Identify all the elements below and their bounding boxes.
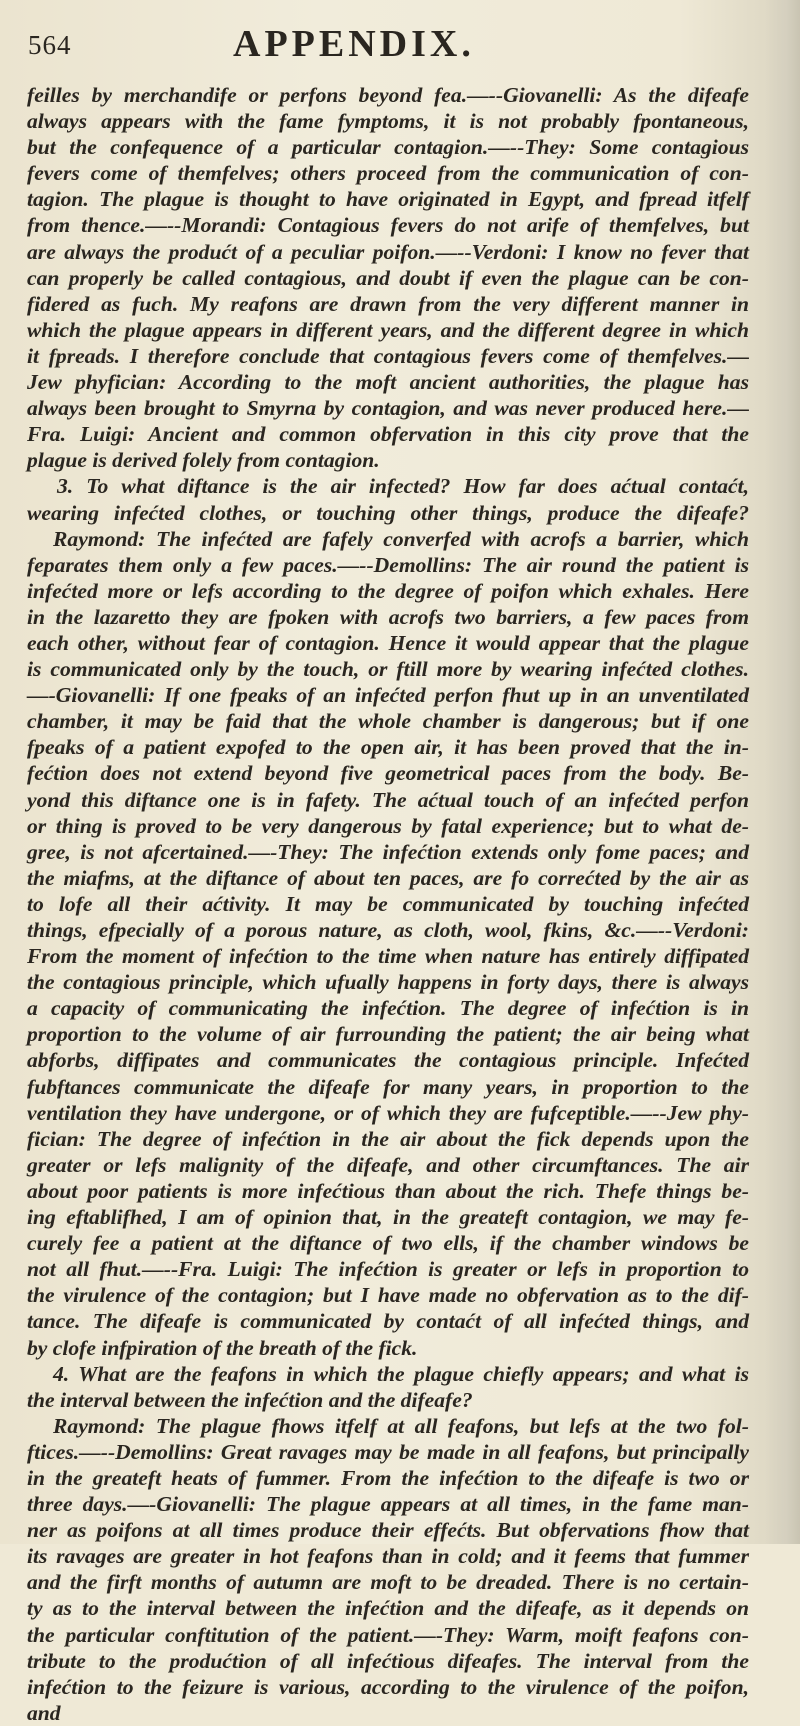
text-line: tribute to the produćtion of all infećtious difeafes. The interval from the [27,1648,749,1673]
text-line: From the moment of infećtion to the time when nature has entirely diffipated [27,944,749,969]
running-head: APPENDIX. [233,23,475,65]
text-line: in the lazaretto they are fpoken with acrofs two barriers, a few paces from [27,604,749,629]
text-line: fećtion does not extend beyond five geometrical paces from the body. Be- [27,761,749,786]
text-line: 3. To what diftance is the air infected? How far does aćtual contaćt, [57,474,749,499]
text-line: can properly be called contagious, and doubt if even the plague can be con- [27,265,749,290]
text-line: proportion to the volume of air furrounding the patient; the air being what [27,1022,749,1047]
text-line: Jew phyfician: According to the moft ancient authorities, the plague has [27,370,749,395]
text-line: always been brought to Smyrna by contagion, and was never produced here.— [27,396,749,421]
text-line: tance. The difeafe is communicated by contaćt of all infećted things, and [27,1309,749,1334]
text-line: fevers come of themfelves; others proceed from the communication of con- [27,161,749,186]
text-line: ftices.—--Demollins: Great ravages may be made in all feafons, but principally [27,1439,749,1464]
text-line: ing eftablifhed, I am of opinion that, in the greateft contagion, we may fe- [27,1205,749,1230]
text-line: it fpreads. I therefore conclude that contagious fevers come of themfelves.— [27,343,749,368]
text-line: Raymond: The plague fhows itfelf at all feafons, but lefs at the two fol- [53,1413,749,1438]
text-line: —-Giovanelli: If one fpeaks of an infećted perfon fhut up in an unventilated [27,683,749,708]
body-text [27,82,749,1726]
text-line: ventilation they have undergone, or of which they are fufceptible.—--Jew phy- [27,1100,749,1125]
text-line: plague is derived folely from contagion. [27,448,380,473]
text-line: but the confequence of a particular contagion.—--They: Some contagious [27,135,749,160]
text-line: the contagious principle, which ufually happens in forty days, there is always [27,970,749,995]
text-line: the virulence of the contagion; but I have made no obfervation as to the dif- [27,1283,749,1308]
text-line: fidered as fuch. My reafons are drawn from the very different manner in [27,291,749,316]
text-line: and the firft months of autumn are moft to be dreaded. There is no certain- [27,1570,749,1595]
text-line: its ravages are greater in hot feafons than in cold; and it feems that fummer [27,1544,749,1569]
text-line: abforbs, diffipates and communicates the contagious principle. Infećted [27,1048,749,1073]
text-line: Fra. Luigi: Ancient and common obfervation in this city prove that the [27,422,749,447]
text-line: in the greateft heats of fummer. From the infećtion to the difeafe is two or [27,1465,749,1490]
text-line: each other, without fear of contagion. Hence it would appear that the plague [27,630,749,655]
text-line: 4. What are the feafons in which the plague chiefly appears; and what is [53,1361,749,1386]
text-line: fpeaks of a patient expofed to the open air, it has been proved that the in- [27,735,749,760]
text-line: chamber, it may be faid that the whole chamber is dangerous; but if one [27,709,749,734]
text-line: feparates them only a few paces.—--Demollins: The air round the patient is [27,552,749,577]
text-line: from thence.—--Morandi: Contagious fevers do not arife of themfelves, but [27,213,749,238]
text-line: or thing is proved to be very dangerous by fatal experience; but to what de- [27,813,749,838]
text-line: the particular conftitution of the patient.—-They: Warm, moift feafons con- [27,1622,749,1647]
text-line: which the plague appears in different years, and the different degree in which [27,317,749,342]
text-line: not all fhut.—--Fra. Luigi: The infećtion is greater or lefs in proportion to [27,1257,749,1282]
text-line: Raymond: The infećted are fafely converfed with acrofs a barrier, which [53,526,749,551]
text-line: infećted more or lefs according to the degree of poifon which exhales. Here [27,578,749,603]
text-line: always appears with the fame fymptoms, it is not probably fpontaneous, [27,109,749,134]
text-line: ner as poifons at all times produce their effećts. But obfervations fhow that [27,1518,749,1543]
text-line: infećtion to the feizure is various, according to the virulence of the poifon, [27,1674,749,1699]
text-line: the interval between the infećtion and the difeafe? [27,1387,473,1412]
page-number: 564 [28,30,72,60]
text-line: and [27,1700,61,1725]
text-line: wearing infećted clothes, or touching other things, produce the difeafe? [27,500,749,525]
text-line: ty as to the interval between the infećtion and the difeafe, as it depends on [27,1596,749,1621]
text-line: the miafms, at the diftance of about ten paces, are fo correćted by the air as [27,865,749,890]
text-line: is communicated only by the touch, or ftill more by wearing infećted clothes. [27,657,749,682]
text-line: tagion. The plague is thought to have originated in Egypt, and fpread itfelf [27,187,749,212]
text-line: are always the produćt of a peculiar poifon.—--Verdoni: I know no fever that [27,239,749,264]
text-line: three days.—-Giovanelli: The plague appears at all times, in the fame man- [27,1492,749,1517]
page-header [28,18,740,78]
text-line: a capacity of communicating the infećtion. The degree of infećtion is in [27,996,749,1021]
text-line: fubftances communicate the difeafe for many years, in proportion to the [27,1074,749,1099]
page-edge-shadow [766,0,800,1544]
text-line: fician: The degree of infećtion in the air about the fick depends upon the [27,1126,749,1151]
text-line: yond this diftance one is in fafety. The aćtual touch of an infećted perfon [27,787,749,812]
text-line: feilles by merchandife or perfons beyond fea.—--Giovanelli: As the difeafe [27,83,749,107]
text-line: by clofe infpiration of the breath of the fick. [27,1335,418,1360]
text-line: things, efpecially of a porous nature, as cloth, wool, fkins, &c.—--Verdoni: [27,918,749,942]
text-line: greater or lefs malignity of the difeafe, and other circumftances. The air [27,1152,749,1177]
text-line: curely fee a patient at the diftance of two ells, if the chamber windows be [27,1231,749,1256]
text-line: about poor patients is more infećtious than about the rich. Thefe things be- [27,1178,749,1203]
text-line: gree, is not afcertained.—-They: The infećtion extends only fome paces; and [27,839,749,864]
text-line: to lofe all their aćtivity. It may be communicated by touching infećted [27,891,749,916]
